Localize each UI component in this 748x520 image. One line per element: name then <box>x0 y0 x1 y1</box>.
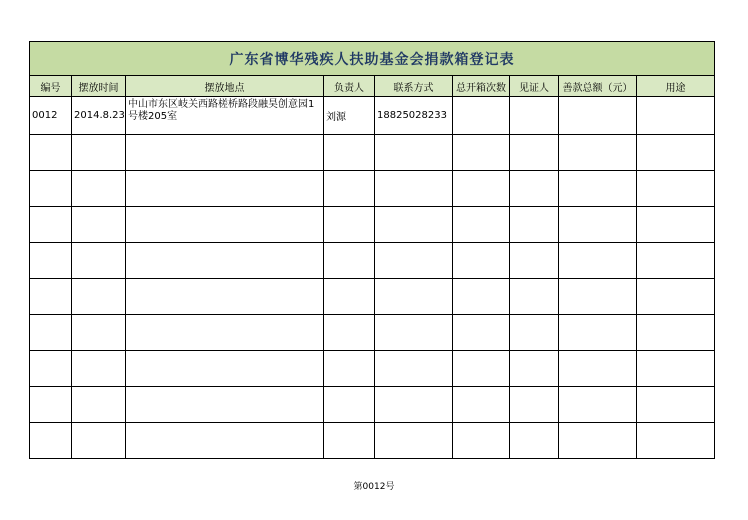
cell-contact[interactable] <box>375 387 453 423</box>
cell-open-count[interactable] <box>453 207 510 243</box>
cell-placed-time[interactable] <box>72 207 126 243</box>
cell-total-amount[interactable] <box>559 97 637 135</box>
table-body <box>30 97 715 459</box>
cell-person-in-charge[interactable] <box>324 423 375 459</box>
cell-purpose[interactable] <box>637 97 715 135</box>
header-placed-time: 摆放时间 <box>72 76 126 97</box>
cell-id[interactable] <box>30 351 72 387</box>
cell-open-count[interactable] <box>453 171 510 207</box>
cell-person-in-charge[interactable] <box>324 351 375 387</box>
cell-person-in-charge[interactable] <box>324 279 375 315</box>
cell-person-in-charge[interactable] <box>324 315 375 351</box>
cell-total-amount[interactable] <box>559 387 637 423</box>
cell-witness[interactable] <box>510 135 559 171</box>
cell-contact[interactable] <box>375 279 453 315</box>
cell-witness[interactable] <box>510 351 559 387</box>
cell-id[interactable] <box>30 423 72 459</box>
cell-contact[interactable] <box>375 207 453 243</box>
cell-contact[interactable] <box>375 135 453 171</box>
table-row <box>30 351 715 387</box>
cell-placed-time[interactable] <box>72 279 126 315</box>
donation-box-register-table <box>29 41 715 459</box>
cell-open-count[interactable] <box>453 279 510 315</box>
cell-witness[interactable] <box>510 315 559 351</box>
cell-total-amount[interactable] <box>559 207 637 243</box>
cell-total-amount[interactable] <box>559 423 637 459</box>
cell-total-amount[interactable] <box>559 351 637 387</box>
cell-contact[interactable]: 18825028233 <box>375 97 453 135</box>
cell-id[interactable] <box>30 279 72 315</box>
cell-total-amount[interactable] <box>559 171 637 207</box>
cell-contact[interactable] <box>375 351 453 387</box>
table-row <box>30 207 715 243</box>
cell-purpose[interactable] <box>637 207 715 243</box>
table-row <box>30 423 715 459</box>
cell-placed-time[interactable] <box>72 351 126 387</box>
cell-location[interactable] <box>126 315 324 351</box>
cell-open-count[interactable] <box>453 351 510 387</box>
cell-person-in-charge[interactable] <box>324 243 375 279</box>
header-id: 编号 <box>30 76 72 97</box>
header-total-amount: 善款总额（元） <box>559 76 637 97</box>
cell-placed-time[interactable] <box>72 243 126 279</box>
header-person-in-charge: 负责人 <box>324 76 375 97</box>
cell-purpose[interactable] <box>637 243 715 279</box>
cell-location[interactable] <box>126 279 324 315</box>
cell-location[interactable] <box>126 387 324 423</box>
cell-id[interactable] <box>30 315 72 351</box>
cell-witness[interactable] <box>510 279 559 315</box>
cell-id[interactable] <box>30 387 72 423</box>
header-row <box>30 76 715 97</box>
table-row <box>30 315 715 351</box>
header-location: 摆放地点 <box>126 76 324 97</box>
cell-purpose[interactable] <box>637 351 715 387</box>
cell-witness[interactable] <box>510 387 559 423</box>
cell-location[interactable]: 中山市东区岐关西路槎桥路段融昊创意园1号楼205室 <box>126 97 324 135</box>
cell-person-in-charge[interactable]: 刘源 <box>324 97 375 135</box>
cell-person-in-charge[interactable] <box>324 171 375 207</box>
register-number-footer: 第0012号 <box>353 482 395 492</box>
cell-placed-time[interactable] <box>72 135 126 171</box>
table-row <box>30 135 715 171</box>
table-row <box>30 243 715 279</box>
cell-person-in-charge[interactable] <box>324 387 375 423</box>
cell-placed-time[interactable] <box>72 387 126 423</box>
cell-witness[interactable] <box>510 423 559 459</box>
cell-open-count[interactable] <box>453 135 510 171</box>
cell-purpose[interactable] <box>637 423 715 459</box>
table-row <box>30 97 715 135</box>
cell-open-count[interactable] <box>453 97 510 135</box>
cell-purpose[interactable] <box>637 135 715 171</box>
table-row <box>30 171 715 207</box>
cell-placed-time[interactable] <box>72 171 126 207</box>
cell-id[interactable] <box>30 207 72 243</box>
cell-person-in-charge[interactable] <box>324 207 375 243</box>
cell-purpose[interactable] <box>637 387 715 423</box>
cell-open-count[interactable] <box>453 387 510 423</box>
cell-purpose[interactable] <box>637 315 715 351</box>
cell-purpose[interactable] <box>637 171 715 207</box>
cell-id[interactable] <box>30 135 72 171</box>
table-row <box>30 279 715 315</box>
cell-witness[interactable] <box>510 171 559 207</box>
cell-witness[interactable] <box>510 97 559 135</box>
cell-location[interactable] <box>126 207 324 243</box>
cell-open-count[interactable] <box>453 423 510 459</box>
cell-contact[interactable] <box>375 423 453 459</box>
cell-location[interactable] <box>126 243 324 279</box>
cell-contact[interactable] <box>375 243 453 279</box>
cell-placed-time[interactable] <box>72 423 126 459</box>
cell-open-count[interactable] <box>453 243 510 279</box>
table-row <box>30 387 715 423</box>
header-witness: 见证人 <box>510 76 559 97</box>
cell-person-in-charge[interactable] <box>324 135 375 171</box>
cell-placed-time[interactable] <box>72 315 126 351</box>
cell-purpose[interactable] <box>637 279 715 315</box>
cell-contact[interactable] <box>375 315 453 351</box>
cell-total-amount[interactable] <box>559 243 637 279</box>
cell-witness[interactable] <box>510 243 559 279</box>
cell-location[interactable] <box>126 423 324 459</box>
cell-total-amount[interactable] <box>559 279 637 315</box>
cell-location[interactable] <box>126 171 324 207</box>
cell-open-count[interactable] <box>453 315 510 351</box>
cell-witness[interactable] <box>510 207 559 243</box>
cell-placed-time[interactable]: 2014.8.23 <box>72 97 126 135</box>
sheet-title: 广东省博华残疾人扶助基金会捐款箱登记表 <box>30 42 715 76</box>
cell-location[interactable] <box>126 351 324 387</box>
cell-location[interactable] <box>126 135 324 171</box>
cell-total-amount[interactable] <box>559 315 637 351</box>
cell-id[interactable] <box>30 171 72 207</box>
cell-contact[interactable] <box>375 171 453 207</box>
header-purpose: 用途 <box>637 76 715 97</box>
cell-total-amount[interactable] <box>559 135 637 171</box>
header-open-count: 总开箱次数 <box>453 76 510 97</box>
cell-id[interactable]: 0012 <box>30 97 72 135</box>
header-contact: 联系方式 <box>375 76 453 97</box>
cell-id[interactable] <box>30 243 72 279</box>
